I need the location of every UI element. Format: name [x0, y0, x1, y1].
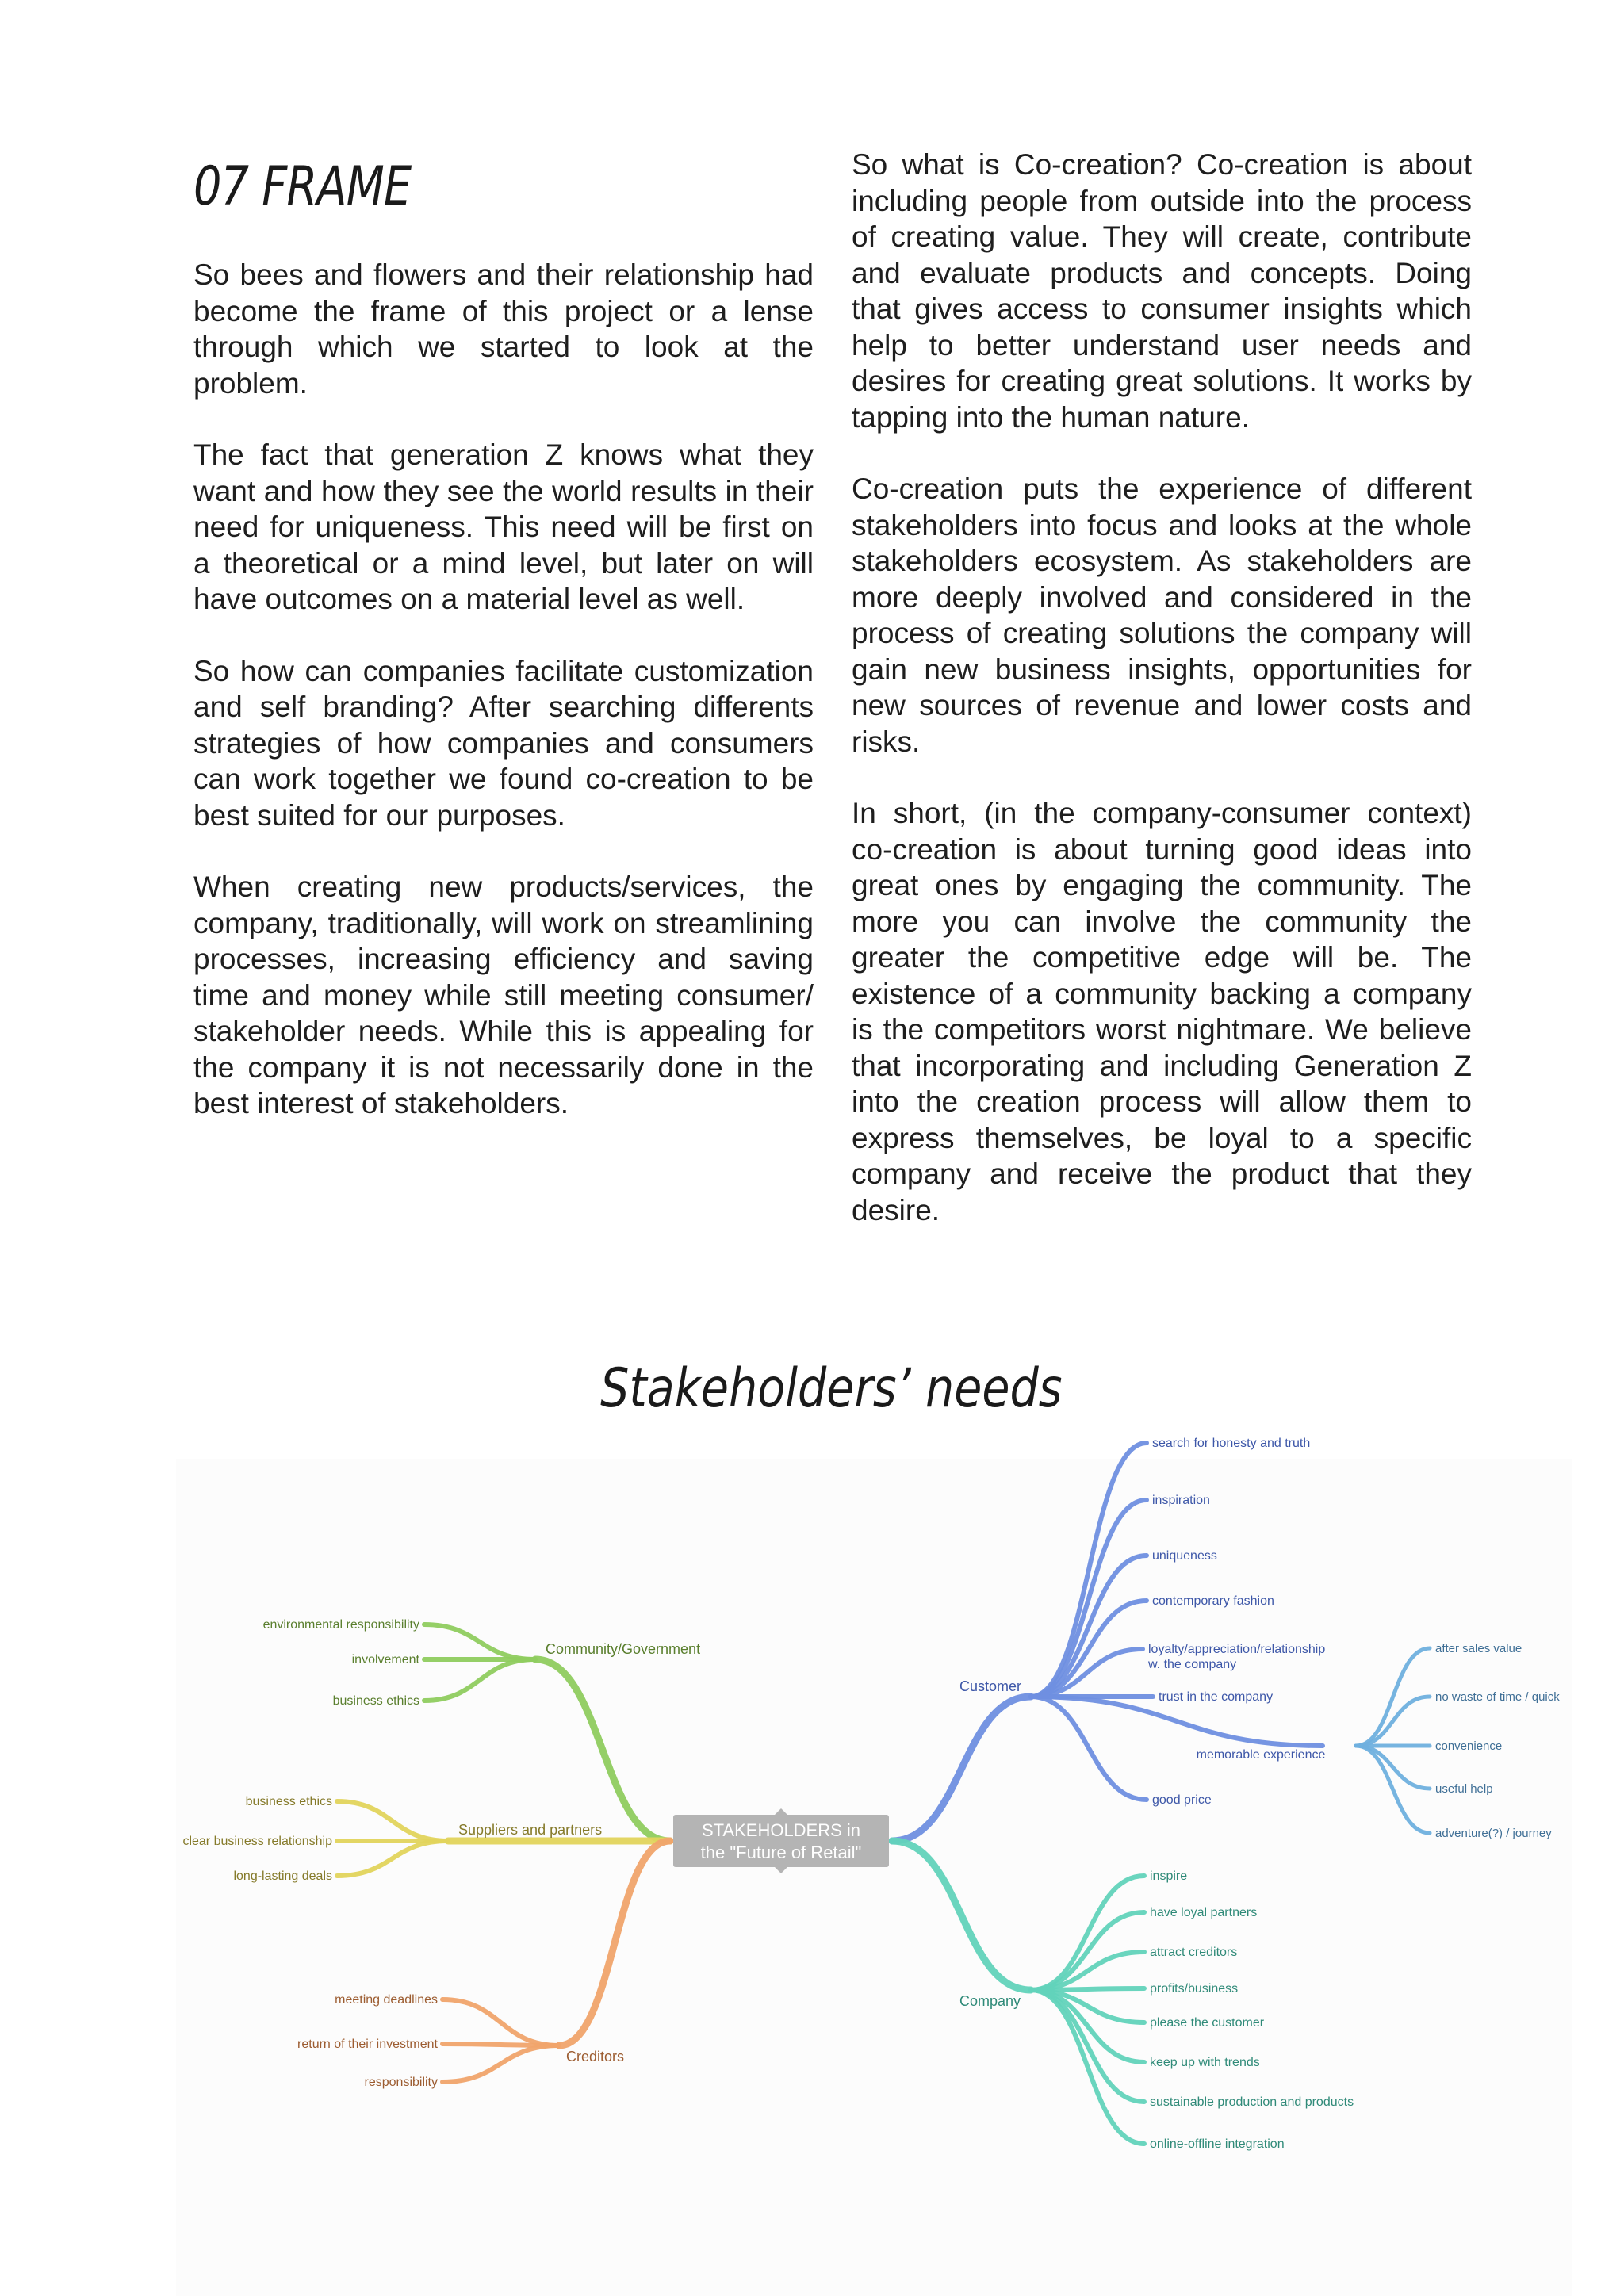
leaf-label: contemporary fashion: [1152, 1594, 1274, 1608]
leaf-label: no waste of time / quick: [1435, 1690, 1560, 1704]
root-label: STAKEHOLDERS in: [701, 1820, 861, 1840]
leaf-label: clear business relationship: [182, 1835, 332, 1848]
leaf-label: long-lasting deals: [233, 1869, 332, 1883]
leaf-label: environmental responsibility: [262, 1618, 419, 1632]
mindmap-backdrop: [176, 1459, 1572, 2296]
leaf-label: return of their investment: [297, 2038, 438, 2051]
branch-label: Customer: [959, 1678, 1022, 1694]
leaf-label: inspiration: [1152, 1494, 1210, 1507]
branch-label: Suppliers and partners: [458, 1822, 603, 1838]
leaf-label: w. the company: [1148, 1658, 1237, 1671]
paragraph: Co-creation puts the experience of different stakeholders into focus and looks at the whole stakeholders ecosystem. As stakeholders are more deeply involved and considered in the process of creating solutions the company will gain new business insights, opportunities for new sources of revenue and lower costs and risks.: [852, 473, 1472, 758]
leaf-label: keep up with trends: [1150, 2056, 1260, 2069]
leaf-label: uniqueness: [1152, 1549, 1217, 1563]
leaf-label: meeting deadlines: [335, 1993, 438, 2007]
leaf-label: business ethics: [245, 1795, 332, 1808]
leaf-label: useful help: [1435, 1782, 1493, 1796]
leaf-label: trust in the company: [1159, 1690, 1274, 1704]
leaf-label: after sales value: [1435, 1642, 1522, 1655]
paragraph: The fact that generation Z knows what they want and how they see the world results in their need for uniqueness. This need will be first on a theoretical or a mind level, but later on will have outcomes on a material level as well.: [193, 438, 814, 615]
leaf-label: good price: [1152, 1793, 1212, 1807]
leaf-label: online-offline integration: [1150, 2137, 1285, 2151]
leaf-label: profits/business: [1150, 1982, 1239, 1996]
leaf-label: have loyal partners: [1150, 1906, 1258, 1919]
paragraph: So what is Co-creation? Co-creation is about including people from outside into the process of creating value. They will create, contribute and evaluate products and concepts. Doing that gives access to consumer insights which help to better understand user needs and desires for creating great solutions. It works by tapping into the human nature.: [852, 148, 1472, 434]
section-heading: 07 FRAME: [193, 155, 412, 218]
paragraph: When creating new products/services, the company, traditionally, will work on streamlining processes, increasing efficiency and saving time and money while still meeting consumer/ stakeholder needs. While this is appealing for the company it is not necessarily done in the best interest of stakeholders.: [193, 871, 814, 1119]
leaf-label: please the customer: [1150, 2016, 1265, 2030]
leaf-label: business ethics: [332, 1694, 419, 1708]
leaf-label: inspire: [1150, 1869, 1188, 1883]
branch-label: Creditors: [566, 2049, 625, 2064]
leaf-label: adventure(?) / journey: [1435, 1827, 1552, 1840]
paragraph: So how can companies facilitate customization and self branding? After searching differents strategies of how companies and consumers can work together we found co-creation to be best suited for our purposes.: [193, 654, 814, 832]
leaf-label: convenience: [1435, 1739, 1503, 1753]
leaf-label: responsibility: [364, 2076, 438, 2089]
paragraph: In short, (in the company-consumer context) co-creation is about turning good ideas into great ones by engaging the community. The more you can involve the community the greater the competitive edge will be. The existence of a community backing a company is the competitors worst nightmare. We believe that incorporating and including Generation Z into the creation process will allow them to express themselves, be loyal to a specific company and receive the product that they desire.: [852, 797, 1472, 1226]
branch-label: Company: [959, 1993, 1021, 2009]
sub-branch-label: memorable experience: [1196, 1748, 1326, 1762]
root-label: the "Future of Retail": [700, 1843, 862, 1862]
branch-label: Community/Government: [546, 1641, 701, 1657]
leaf-label: loyalty/appreciation/relationship: [1148, 1643, 1326, 1656]
mindmap-title: Stakeholders’ needs: [600, 1357, 1063, 1420]
leaf-label: involvement: [351, 1653, 419, 1667]
leaf-label: attract creditors: [1150, 1946, 1238, 1959]
leaf-label: search for honesty and truth: [1152, 1437, 1311, 1450]
leaf-label: sustainable production and products: [1150, 2095, 1354, 2109]
paragraph: So bees and flowers and their relationship had become the frame of this project or a lense through which we started to look at the problem.: [193, 258, 814, 400]
